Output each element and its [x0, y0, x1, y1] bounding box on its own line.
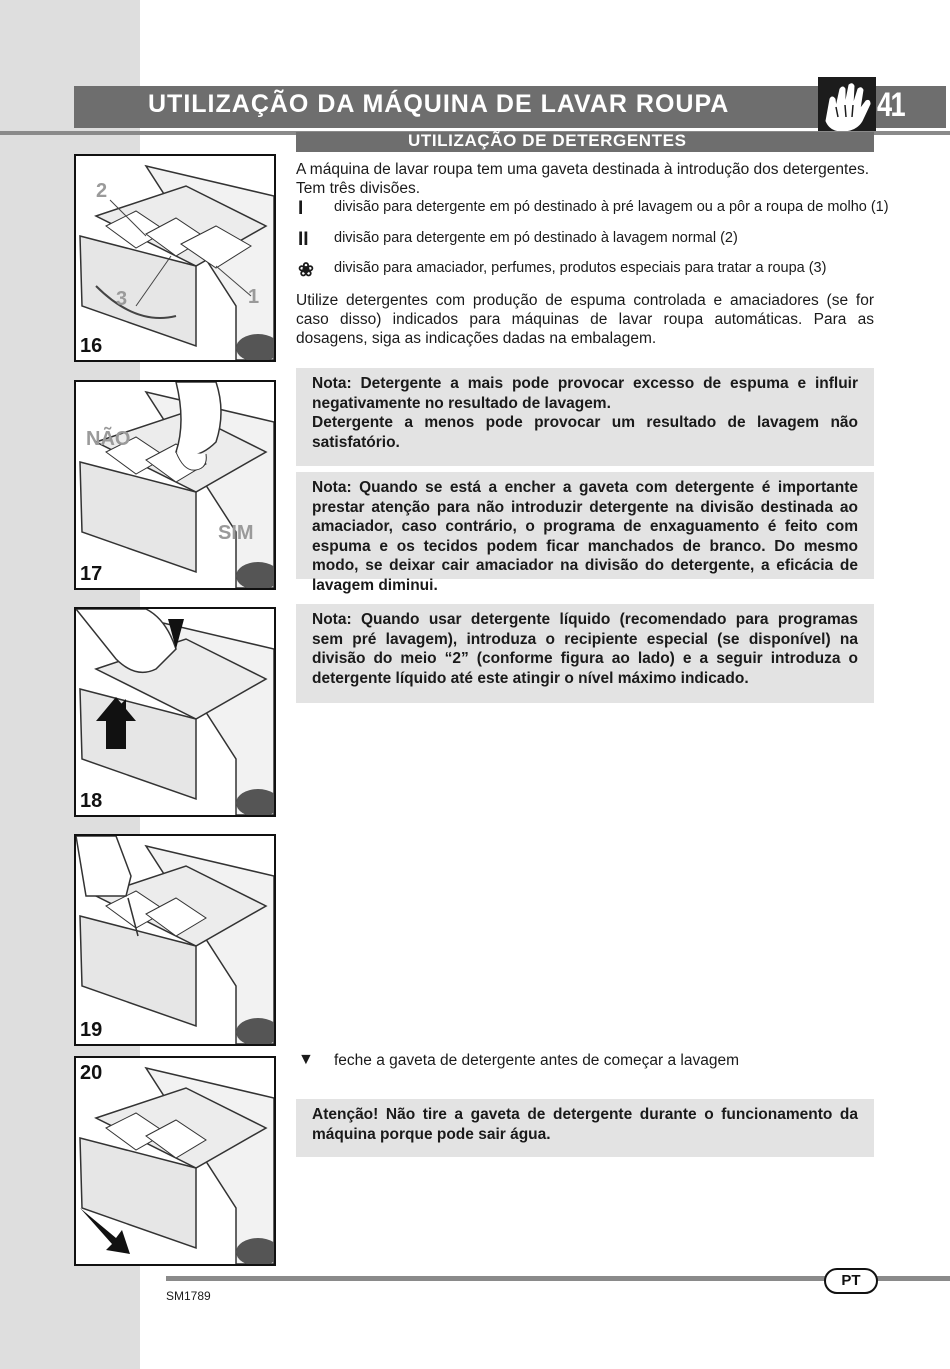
drawer-illustration — [76, 836, 274, 1044]
division-text: divisão para amaciador, perfumes, produtos especiais para tratar a roupa (3) — [334, 260, 827, 276]
division-text: divisão para detergente em pó destinado à lavagem normal (2) — [334, 230, 738, 246]
instruction-text: feche a gaveta de detergente antes de começar a lavagem — [334, 1052, 739, 1069]
figure-19 — [74, 834, 276, 1046]
drawer-illustration — [76, 382, 274, 588]
figure-number: 17 — [80, 563, 103, 585]
intro-paragraph — [296, 160, 874, 198]
figure-number: 16 — [80, 335, 103, 357]
drawer-illustration — [76, 1058, 274, 1264]
note-text: Nota: Detergente a mais pode provocar excesso de espuma e influir negativamente no resultado de lavagem. — [312, 375, 858, 412]
drawer-illustration — [76, 609, 274, 815]
figure-16 — [74, 154, 276, 362]
division-text: divisão para detergente em pó destinado à pré lavagem ou a pôr a roupa de molho (1) — [334, 199, 889, 215]
hand-icon — [818, 77, 876, 135]
figure-label: 1 — [248, 286, 260, 308]
section-title: UTILIZAÇÃO DE DETERGENTES — [408, 131, 687, 150]
figure-18 — [74, 607, 276, 817]
triangle-down-icon: ▼ — [298, 1051, 314, 1068]
note-box — [296, 368, 874, 466]
note-text: Nota: Quando se está a encher a gaveta com detergente é importante prestar atenção para não introduzir detergente na divisão destinada ao amaciador, caso contrário, o programa de enxaguamento é feito com espuma e os tecidos podem ficar manchados de branco. Do mesmo modo, se deixar cair amaciador na divisão do detergente, a eficácia de lavagem diminui. — [312, 479, 858, 594]
page-number: 41 — [877, 86, 905, 124]
flower-icon: ❀ — [298, 260, 314, 281]
figure-number: 18 — [80, 790, 103, 812]
page-title: UTILIZAÇÃO DA MÁQUINA DE LAVAR ROUPA — [148, 90, 730, 118]
figure-label: NÃO — [86, 428, 131, 450]
note-text: Detergente a menos pode provocar um resultado de lavagem não satisfatório. — [312, 414, 858, 451]
warning-text: Atenção! Não tire a gaveta de detergente durante o funcionamento da máquina porque pode sair água. — [312, 1106, 858, 1143]
model-code: SM1789 — [166, 1289, 211, 1303]
note-box — [296, 604, 874, 703]
figure-label: 2 — [96, 180, 108, 202]
language-badge: PT — [824, 1268, 878, 1294]
note-box — [296, 472, 874, 594]
figure-20 — [74, 1056, 276, 1266]
warning-box — [296, 1099, 874, 1157]
figure-17 — [74, 380, 276, 590]
division-symbol: II — [298, 229, 309, 250]
usage-paragraph: Utilize detergentes com produção de espuma controlada e amaciadores (se for caso disso) indicados para máquinas de lavar roupa automáticas. Para as dosagens, siga as indicações dadas na embalagem. — [296, 292, 874, 347]
note-text: Nota: Quando usar detergente líquido (recomendado para programas sem pré lavagem), introduza o recipiente especial (se disponível) na divisão do meio “2” (conforme figura ao lado) e a seguir introduza o detergente líquido até este atingir o nível máximo indicado. — [312, 611, 858, 687]
figure-number: 20 — [80, 1062, 103, 1084]
figure-number: 19 — [80, 1019, 103, 1041]
figure-label: 3 — [116, 288, 128, 310]
intro-line: A máquina de lavar roupa tem uma gaveta destinada à introdução dos detergentes. — [296, 161, 870, 178]
figure-label: SIM — [218, 522, 254, 544]
intro-line: Tem três divisões. — [296, 180, 421, 197]
division-symbol: I — [298, 198, 304, 219]
